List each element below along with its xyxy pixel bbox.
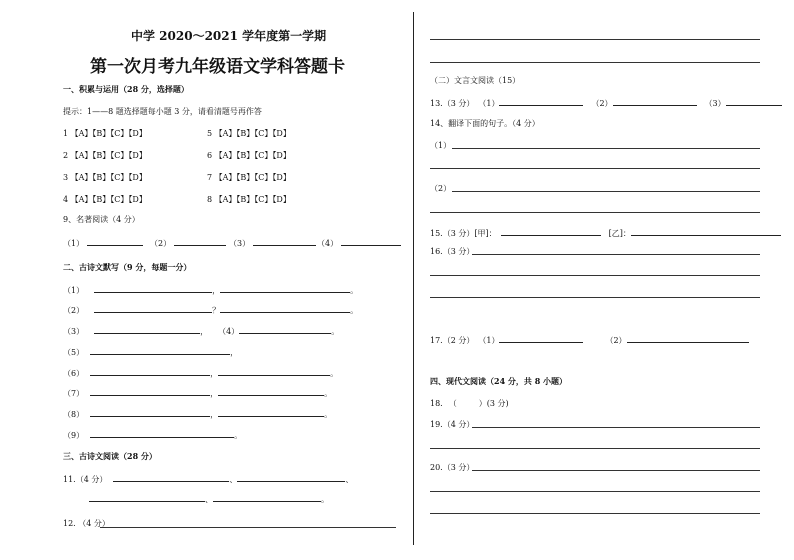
mc-option-c[interactable]: 【C】 xyxy=(110,151,129,160)
item-number: （2） xyxy=(591,99,613,108)
mc-option-d[interactable]: 【D】 xyxy=(272,151,291,160)
page-title: 第一次月考九年级语文学科答题卡 xyxy=(90,57,345,77)
answer-line[interactable] xyxy=(452,191,760,192)
item-number: （1） xyxy=(478,99,500,108)
mc-row-1 xyxy=(63,128,147,139)
q12-answer-line[interactable] xyxy=(100,527,396,528)
q9-item-2 xyxy=(150,236,226,249)
punct: （ xyxy=(448,399,457,408)
answer-blank[interactable] xyxy=(237,472,345,482)
section-1-heading: 一、积累与运用（28 分，选择题） xyxy=(63,84,189,94)
mc-hint: 提示：1——8 题选择题每小题 3 分，请看清题号再作答 xyxy=(63,107,262,116)
answer-blank[interactable] xyxy=(87,236,143,246)
mc-number: 3 xyxy=(63,173,69,182)
mc-option-a[interactable]: 【A】 xyxy=(214,195,237,204)
q18-label: 18. xyxy=(430,399,443,408)
mc-option-d[interactable]: 【D】 xyxy=(128,151,147,160)
mc-option-d[interactable]: 【D】 xyxy=(128,129,147,138)
answer-blank[interactable] xyxy=(94,303,212,313)
answer-line[interactable] xyxy=(452,148,760,149)
answer-line[interactable] xyxy=(430,297,760,298)
mc-option-a[interactable]: 【A】 xyxy=(70,129,93,138)
answer-blank[interactable] xyxy=(613,96,697,106)
poem-line-7 xyxy=(63,386,332,399)
poem-line-1 xyxy=(63,283,358,296)
answer-blank[interactable] xyxy=(94,324,200,334)
q14-item-2: （2） xyxy=(430,184,452,193)
q19-label: 19.（4 分） xyxy=(430,420,475,429)
answer-blank[interactable] xyxy=(94,283,212,293)
answer-line[interactable] xyxy=(472,254,760,255)
poem-line-3 xyxy=(63,324,339,337)
mc-option-c[interactable]: 【C】 xyxy=(254,129,273,138)
mc-option-a[interactable]: 【A】 xyxy=(214,151,237,160)
answer-blank[interactable] xyxy=(218,386,324,396)
answer-blank[interactable] xyxy=(499,96,583,106)
answer-blank[interactable] xyxy=(90,366,210,376)
mc-option-d[interactable]: 【D】 xyxy=(272,173,291,182)
item-number: （6） xyxy=(63,369,85,378)
q15-label: 15.（3 分） xyxy=(430,229,475,238)
answer-line[interactable] xyxy=(430,491,760,492)
answer-line[interactable] xyxy=(430,448,760,449)
mc-option-a[interactable]: 【A】 xyxy=(70,151,93,160)
q11-line-2 xyxy=(89,492,329,505)
item-number: （3） xyxy=(63,327,85,336)
mc-option-b[interactable]: 【B】 xyxy=(236,129,255,138)
poem-line-6 xyxy=(63,366,338,379)
answer-blank[interactable] xyxy=(726,96,782,106)
punct: 。 xyxy=(321,495,329,504)
section-2-heading: 二、古诗文默写（9 分，每题一分） xyxy=(63,262,192,272)
punct: ， xyxy=(230,348,239,357)
mc-option-c[interactable]: 【C】 xyxy=(110,195,129,204)
punct: 。 xyxy=(324,389,333,398)
punct: ？ xyxy=(212,306,221,315)
answer-blank[interactable] xyxy=(218,407,324,417)
punct: ， xyxy=(210,369,219,378)
answer-line[interactable] xyxy=(430,168,760,169)
mc-row-4 xyxy=(63,194,147,205)
item-number: （2） xyxy=(605,336,627,345)
answer-line[interactable] xyxy=(430,212,760,213)
answer-line[interactable] xyxy=(430,513,760,514)
mc-option-b[interactable]: 【B】 xyxy=(92,195,111,204)
mc-number: 6 xyxy=(207,151,213,160)
mc-option-b[interactable]: 【B】 xyxy=(236,173,255,182)
punct: ） xyxy=(478,399,487,408)
answer-blank[interactable] xyxy=(499,333,583,343)
mc-option-b[interactable]: 【B】 xyxy=(236,151,255,160)
answer-blank[interactable] xyxy=(253,236,316,246)
item-number: （2） xyxy=(63,306,85,315)
q9-item-3 xyxy=(229,236,316,249)
answer-blank[interactable] xyxy=(90,428,234,438)
answer-blank[interactable] xyxy=(220,303,350,313)
mc-option-b[interactable]: 【B】 xyxy=(92,129,111,138)
punct: 、 xyxy=(205,495,213,504)
answer-blank[interactable] xyxy=(631,226,781,236)
q17-label: 17.（2 分） xyxy=(430,336,475,345)
punct: 。 xyxy=(234,431,243,440)
mc-number: 8 xyxy=(207,195,213,204)
q15-line xyxy=(430,226,781,239)
mc-option-d[interactable]: 【D】 xyxy=(272,195,291,204)
mc-option-a[interactable]: 【A】 xyxy=(70,173,93,182)
column-divider xyxy=(413,12,414,545)
mc-option-c[interactable]: 【C】 xyxy=(254,195,273,204)
mc-number: 2 xyxy=(63,151,69,160)
answer-line[interactable] xyxy=(430,275,760,276)
poem-line-5 xyxy=(63,345,238,358)
mc-row-3 xyxy=(63,172,147,183)
mc-option-a[interactable]: 【A】 xyxy=(70,195,93,204)
poem-line-9 xyxy=(63,428,242,441)
q20-label: 20.（3 分） xyxy=(430,463,475,472)
q17-line xyxy=(430,333,749,346)
answer-blank[interactable] xyxy=(90,407,210,417)
answer-blank[interactable] xyxy=(90,345,230,355)
mc-number: 4 xyxy=(63,195,69,204)
punct: 。 xyxy=(350,306,359,315)
q9-label: 9、名著阅读（4 分） xyxy=(63,215,140,224)
q11-label: 11.（4 分） xyxy=(63,475,108,484)
mc-number: 5 xyxy=(207,129,213,138)
answer-blank[interactable] xyxy=(174,236,226,246)
mc-option-b[interactable]: 【B】 xyxy=(236,195,255,204)
mc-row-2 xyxy=(63,150,147,161)
mc-option-c[interactable]: 【C】 xyxy=(254,151,273,160)
mc-option-d[interactable]: 【D】 xyxy=(128,195,147,204)
q13-line xyxy=(430,96,782,109)
poem-line-8 xyxy=(63,407,332,420)
answer-blank[interactable] xyxy=(220,283,350,293)
mc-row-8 xyxy=(207,194,291,205)
item-number: （3） xyxy=(229,239,251,248)
q14-label: 14、翻译下面的句子。（4 分） xyxy=(430,119,540,128)
q12-label: 12. （4 分） xyxy=(63,519,110,528)
mc-option-a[interactable]: 【A】 xyxy=(214,173,237,182)
answer-line[interactable] xyxy=(472,427,760,428)
punct: 。 xyxy=(330,369,339,378)
mc-option-c[interactable]: 【C】 xyxy=(110,173,129,182)
section-4-heading: 四、现代文阅读（24 分，共 8 小题） xyxy=(430,376,568,386)
mc-row-7 xyxy=(207,172,291,183)
q14-item-1: （1） xyxy=(430,141,452,150)
answer-blank[interactable] xyxy=(341,236,401,246)
q16-label: 16.（3 分） xyxy=(430,247,475,256)
punct: ， xyxy=(212,286,221,295)
mc-row-6 xyxy=(207,150,291,161)
punct: 。 xyxy=(331,327,340,336)
answer-blank[interactable] xyxy=(90,386,210,396)
q18-line xyxy=(430,398,509,409)
q18-score: (3 分) xyxy=(486,399,509,408)
mc-option-c[interactable]: 【C】 xyxy=(110,129,129,138)
exam-header: 中学 2020～2021 学年度第一学期 xyxy=(131,29,327,43)
mc-option-b[interactable]: 【B】 xyxy=(92,173,111,182)
poem-line-2 xyxy=(63,303,358,316)
punct: 。 xyxy=(350,286,359,295)
punct: 、 xyxy=(229,475,238,484)
answer-blank[interactable] xyxy=(113,472,229,482)
answer-blank[interactable] xyxy=(213,492,321,502)
item-number: （4） xyxy=(218,327,240,336)
mc-number: 7 xyxy=(207,173,213,182)
item-number: （5） xyxy=(63,348,85,357)
mc-number: 1 xyxy=(63,129,69,138)
punct: ， xyxy=(210,410,219,419)
mc-option-d[interactable]: 【D】 xyxy=(272,129,291,138)
item-number: （7） xyxy=(63,389,85,398)
punct: 、 xyxy=(345,475,354,484)
item-number: （2） xyxy=(150,239,172,248)
mc-option-c[interactable]: 【C】 xyxy=(254,173,273,182)
mc-option-b[interactable]: 【B】 xyxy=(92,151,111,160)
item-number: （1） xyxy=(63,239,85,248)
answer-blank[interactable] xyxy=(501,226,601,236)
answer-blank[interactable] xyxy=(627,333,749,343)
item-number: （9） xyxy=(63,431,85,440)
item-number: （8） xyxy=(63,410,85,419)
answer-blank[interactable] xyxy=(239,324,331,334)
punct: ， xyxy=(210,389,219,398)
mc-row-5 xyxy=(207,128,291,139)
q9-item-1 xyxy=(63,236,143,249)
mc-option-a[interactable]: 【A】 xyxy=(214,129,237,138)
answer-line[interactable] xyxy=(430,62,760,63)
punct: 。 xyxy=(324,410,333,419)
q13-label: 13.（3 分） xyxy=(430,99,475,108)
q9-item-4 xyxy=(317,236,401,249)
answer-line[interactable] xyxy=(430,39,760,40)
section-wyw-heading: （二）文言文阅读（15） xyxy=(430,76,521,85)
label-jia: [甲]： xyxy=(474,229,497,238)
punct: ， xyxy=(200,327,209,336)
section-3-heading: 三、古诗文阅读（28 分） xyxy=(63,451,157,461)
answer-blank[interactable] xyxy=(89,492,205,502)
mc-option-d[interactable]: 【D】 xyxy=(128,173,147,182)
item-number: （4） xyxy=(317,239,339,248)
answer-line[interactable] xyxy=(472,470,760,471)
q11-line-1 xyxy=(63,472,353,485)
item-number: （3） xyxy=(704,99,726,108)
item-number: （1） xyxy=(63,286,85,295)
label-yi: [乙]： xyxy=(608,229,631,238)
item-number: （1） xyxy=(478,336,500,345)
answer-blank[interactable] xyxy=(218,366,330,376)
